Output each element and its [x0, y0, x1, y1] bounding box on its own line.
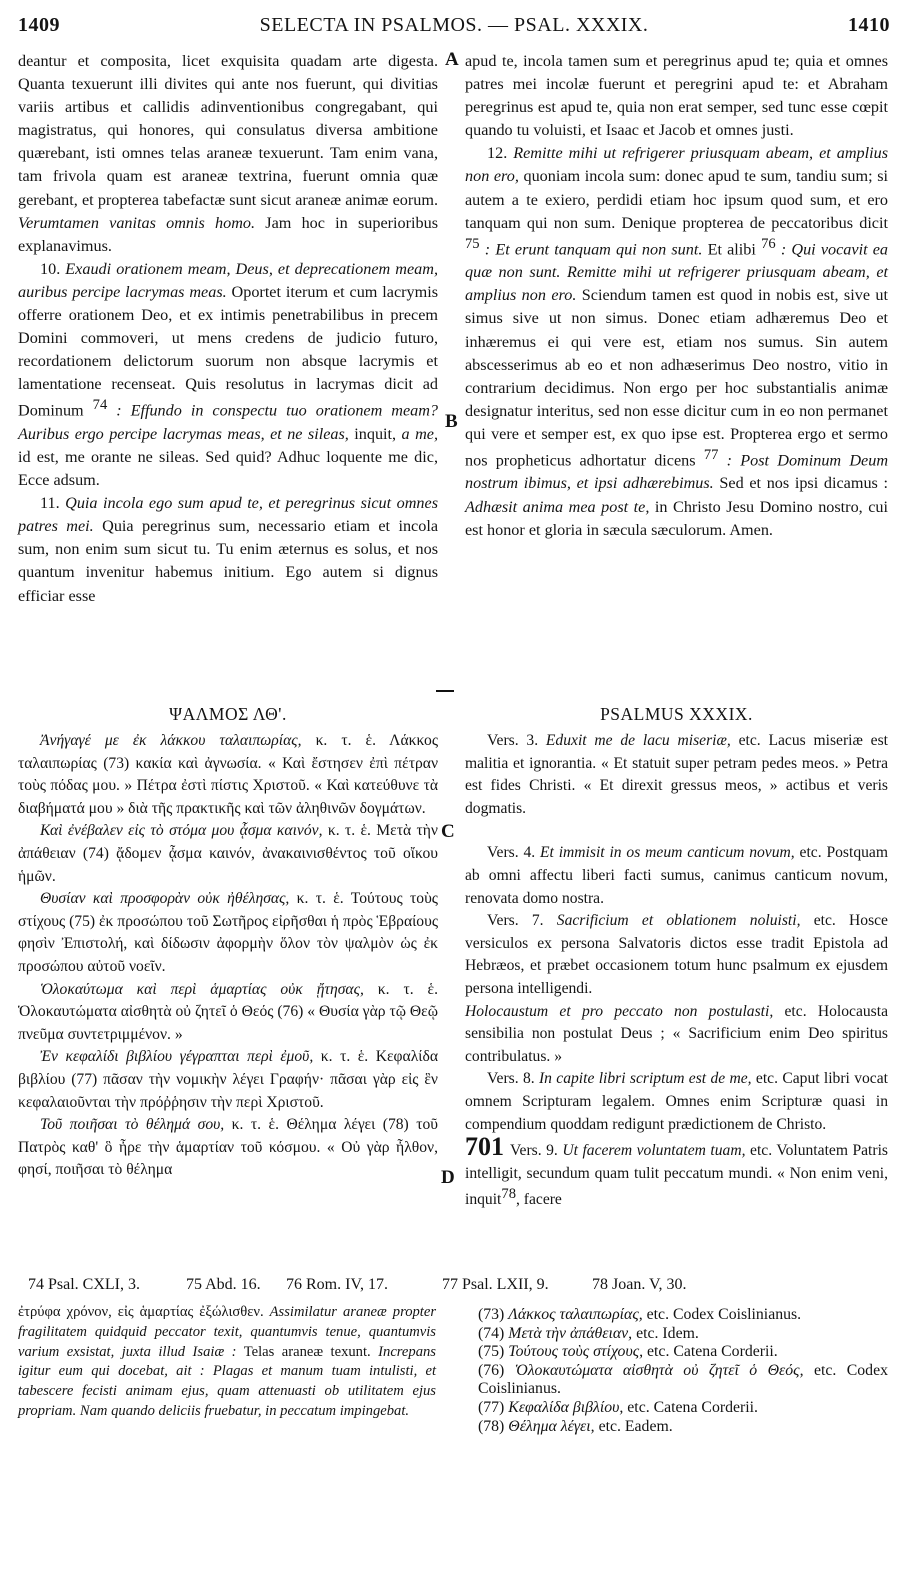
- scripture-ref: 77 Psal. LXII, 9.: [442, 1276, 549, 1293]
- upper-left-column: [18, 50, 438, 608]
- note-source: etc. Eadem.: [598, 1417, 673, 1435]
- page-title: SELECTA IN PSALMOS. — PSAL. XXXIX.: [259, 14, 649, 36]
- note-greek: Ὁλοκαυτώματα αἰσθητὰ οὐ ζητεῖ ὁ Θεός,: [514, 1361, 804, 1379]
- latin-lower-column: [465, 730, 888, 1212]
- margin-marker-b: B: [445, 411, 458, 432]
- note-source: etc. Codex Coislinianus.: [478, 1361, 888, 1398]
- footnote-ref: 76: [761, 235, 776, 252]
- note-greek: Θέλημα λέγει,: [508, 1417, 595, 1435]
- greek-paragraph: Θυσίαν καὶ προσφορὰν οὐκ ἠθέλησας, κ. τ. ἑ. Τούτους τοὺς στίχους (75) ἐκ προσώπου τοῦ Σωτῆρος εἰρῆσθαι ἡ πρὸς Ἑβραίους φησὶν Ἐπιστολή, καὶ δίδωσιν ἀφορμὴν ὅλον τὸν ψαλμὸν ὡς ἐκ προσώπου αὐτοῦ νοεῖν.: [18, 890, 438, 975]
- note-number: (73): [478, 1306, 505, 1323]
- greek-paragraph: Ἀνήγαγέ με ἐκ λάκκου ταλαιπωρίας, κ. τ. ἑ. Λάκκος ταλαιπωρίας (73) κακία καὶ ἀγνωσία. « Καὶ ἔστησεν ἐπὶ πέτραν τοὺς πόδας μου. » Πέτρα ἐστὶ πίστις Χριστοῦ. « Καὶ κατεύθυνε τὰ διαβήματά μου » διὰ τῆς πρακτικῆς καὶ τῶν ἀληθινῶν δογμάτων.: [18, 732, 439, 817]
- greek-paragraph: Καὶ ἐνέβαλεν εἰς τὸ στόμα μου ᾆσμα καινόν, κ. τ. ἑ. Μετὰ τὴν ἀπάθειαν (74) ᾄδομεν ᾆσμα καινόν, ἀνακαινισθέντος τοῦ οἴκου ἡμῶν.: [18, 822, 438, 885]
- verse-9: 701 Vers. 9. Ut facerem voluntatem tuam, etc. Voluntatem Patris intelligit, secundum quam tulit peccatum mundi. « Non enim veni, inquit$^{78}$, facere: [465, 1132, 888, 1209]
- margin-marker-a: A: [445, 49, 459, 70]
- paragraph-verse-12: 12. Remitte mihi ut refrigerer priusquam abeam, et amplius non ero, quoniam incola sum: donec apud te sum, tandiu sum; si autem a te exiero, perdidi etiam hoc ipsum quod sum, et ero tanquam qui non sum. Denique propterea de peccatoribus dicit $^{75}$ : Et erunt tanquam qui non sunt. Et alibi $^{76}$ : Qui vocavit ea quæ non sunt. Remitte mihi ut refrigerer priusquam abeam, et amplius non ero. Sciendum tamen est quod in nobis est, sive ut simus sive ut non simus. Donec etiam adhæremus Deo et inhæremus ei qui vere est, etiam nos sumus. Sin autem abscesserimus ab eo et non adhæserimus Deo nostro, vitio in contrarium decidimus. Non ergo per hoc substantialis animæ designatur interitus, sed non esse dicitur cum in eo non permanet qui vere et semper est, ex quo ipse est. Propterea ergo et sermo nos propheticus adhortatur dicens $^{77}$ : Post Dominum Deum nostrum ibimus, et ipsi adhærebimus. Sed et nos ipsi dicamus : Adhæsit anima mea post te, in Christo Jesu Domino nostro, cui est honor et gloria in sæcula sæculorum. Amen.: [465, 144, 889, 539]
- paragraph: deantur et composita, licet exquisita quadam arte digesta. Quanta texuerunt illi divites qui ante nos fuerunt, qui divitias variis artibus et callidis adinventionibus congregabant, qui magistratus, qui honores, qui consulatus diversa ambitione quærebant, isti omnes telas araneæ texuerunt. Tam enim vana, tam frivola quam est araneæ textrina, fuerunt omnia quæ gerebant, et propterea tabefactæ sunt sicut araneæ animæ eorum. Verumtamen vanitas omnis homo. Jam hoc in superioribus explanavimus.: [18, 52, 439, 255]
- editorial-notes: [478, 1306, 888, 1436]
- greek-section-heading: ΨΑΛΜΟΣ ΛΘ'.: [169, 704, 287, 724]
- footnote-ref: 74: [92, 397, 108, 414]
- page-number-left: 1409: [18, 14, 60, 36]
- paragraph-verse-10: 10. Exaudi orationem meam, Deus, et deprecationem meam, auribus percipe lacrymas meas. Oportet iterum et cum lacrymis offerre orationem Deo, et ex intimis penetrabilibus in precem Domini commoveri, ut mens credens de judicio futuro, recordationem delictorum suorum non absque lacrymis et lamentatione recenseat. Quis resolutus in lacrymas dicit ad Dominum $^{74}$ : Effundo in conspectu tuo orationem meam? Auribus ergo percipe lacrymas meas, et ne sileas, inquit, a me, id est, me orante ne sileas. Sed quid? Adhuc loquente me dic, Ecce adsum.: [18, 259, 439, 490]
- column-number: 701: [465, 1132, 504, 1162]
- scripture-ref: 74 Psal. CXLI, 3.: [28, 1276, 140, 1293]
- footnote-ref: 78: [501, 1186, 516, 1203]
- verse-4: Vers. 4. Et immisit in os meum canticum novum, etc. Postquam ab omni affectu liberi facti sumus, canimus canticum novum, renovata domo nostra.: [465, 844, 888, 907]
- paragraph: apud te, incola tamen sum et peregrinus apud te; quia et omnes patres mei incolæ fuerunt et peregrini apud te: et Abraham peregrinus est apud te, quia non erat semper, sed tunc esse cœpit quando tu voluisti, et Isaac et Jacob et omnes justi.: [465, 52, 888, 140]
- scripture-ref: 75 Abd. 16.: [186, 1276, 261, 1293]
- greek-paragraph: Ἐν κεφαλίδι βιβλίου γέγραπται περὶ ἐμοῦ, κ. τ. ἑ. Κεφαλίδα βιβλίου (77) πᾶσαν τὴν νομικὴν λέγει Γραφήν· πᾶσαι γὰρ εἰς ἓν κεφαλαιοῦνται τὴν πρόῤῥησιν τὴν περὶ Χριστοῦ.: [18, 1048, 438, 1111]
- verse-3: Vers. 3. Eduxit me de lacu miseriæ, etc. Lacus miseriæ est malitia et ignorantia. « Et statuit super petram pedes meos. » Petra est fides Christi. « Et direxit gressus meos, » actibus et veris dogmatis.: [465, 732, 888, 817]
- note-greek: Λάκκος ταλαιπωρίας,: [508, 1306, 643, 1323]
- note-number: (74): [478, 1324, 505, 1342]
- note-source: etc. Codex Coislinianus.: [646, 1306, 802, 1323]
- latin-section-heading: PSALMUS XXXIX.: [600, 704, 753, 724]
- note-source: etc. Idem.: [636, 1324, 699, 1342]
- upper-right-column: [465, 50, 888, 542]
- greek-paragraph: Τοῦ ποιῆσαι τὸ θέλημά σου, κ. τ. ἑ. Θέλημα λέγει (78) τοῦ Πατρὸς καθ' ὃ ἦρε τὴν ἁμαρτίαν τοῦ κόσμου. « Οὐ γὰρ ἦλθον, φησί, ποιῆσαι τὸ θέλημα: [18, 1116, 438, 1179]
- page-number-right: 1410: [848, 14, 890, 36]
- editorial-note: [478, 1418, 888, 1437]
- margin-marker-d: D: [441, 1167, 455, 1188]
- running-head: [18, 14, 890, 38]
- verse-7: Vers. 7. Sacrificium et oblationem noluisti, etc. Hosce versiculos ex persona Salvatoris dictos esse tradit Epistola ad Hebræos, et præbet occasionem totum hunc psalmum ex ejusdem persona intelligendi.: [465, 912, 888, 997]
- note-number: (75): [478, 1343, 505, 1361]
- verse-7b: Holocaustum et pro peccato non postulasti, etc. Holocausta sensibilia non postulat Deus ; « Sacrificium enim Deo spiritus contribulatus. »: [465, 1002, 889, 1065]
- note-greek: Μετὰ τὴν ἀπάθειαν,: [508, 1324, 633, 1342]
- note-source: etc. Catena Corderii.: [627, 1398, 759, 1416]
- note-greek: Τούτους τοὺς στίχους,: [508, 1343, 644, 1361]
- scripture-ref: 76 Rom. IV, 17.: [286, 1276, 388, 1293]
- editorial-note: [478, 1399, 888, 1418]
- paragraph-verse-11: 11. Quia incola ego sum apud te, et peregrinus sicut omnes patres mei. Quia peregrinus sum, necessario etiam et incola sum, non enim sum sicut tu. Tu enim æternus es solus, et nos quantum invenitur habemus initium. Ego autem si dignus efficiar esse: [18, 494, 438, 605]
- margin-marker-c: C: [441, 821, 455, 842]
- footnote-ref: 77: [703, 446, 719, 463]
- editorial-note: [478, 1325, 888, 1344]
- bottom-left-notes: [18, 1303, 436, 1422]
- center-rule: [436, 690, 454, 692]
- editorial-note: [478, 1306, 888, 1325]
- note-source: etc. Catena Corderii.: [647, 1343, 778, 1361]
- note-number: (77): [478, 1398, 505, 1416]
- scripture-ref: 78 Joan. V, 30.: [592, 1276, 687, 1293]
- greek-column: [18, 730, 438, 1182]
- editorial-note: [478, 1343, 888, 1362]
- footnote-ref: 75: [465, 235, 480, 252]
- greek-paragraph: Ὁλοκαύτωμα καὶ περὶ ἁμαρτίας οὐκ ᾔτησας, κ. τ. ἑ. Ὁλοκαυτώματα αἰσθητὰ οὐ ζητεῖ ὁ Θεός (76) « Θυσία γὰρ τῷ Θεῷ πνεῦμα συντετριμμένον. »: [18, 980, 438, 1043]
- verse-8: Vers. 8. In capite libri scriptum est de me, etc. Caput libri vocat omnem Scripturam legalem. Omnes enim Scripturæ quasi in compendium quoddam redigunt prædictionem de Christo.: [465, 1070, 888, 1133]
- note-number: (76): [478, 1361, 505, 1379]
- paragraph: ἐτρύφα χρόνον, εἰς ἁμαρτίας ἐξώλισθεν. Assimilatur araneæ propter fragilitatem quidquid peccator texit, quantumvis tenue, quantumvis varium exsistat, juxta illud Isaiæ : Telas araneæ texunt. Increpans igitur eum qui docebat, ait : Plagas et manum tuam intulisti, et tabescere fecisti animam ejus, quam attenuasti ob utilitatem ejus propriam. Nam quando deliciis fruebatur, in peccatum impingebat.: [18, 1304, 437, 1419]
- note-number: (78): [478, 1417, 505, 1435]
- editorial-note: [478, 1362, 888, 1399]
- note-greek: Κεφαλίδα βιβλίου,: [508, 1398, 624, 1416]
